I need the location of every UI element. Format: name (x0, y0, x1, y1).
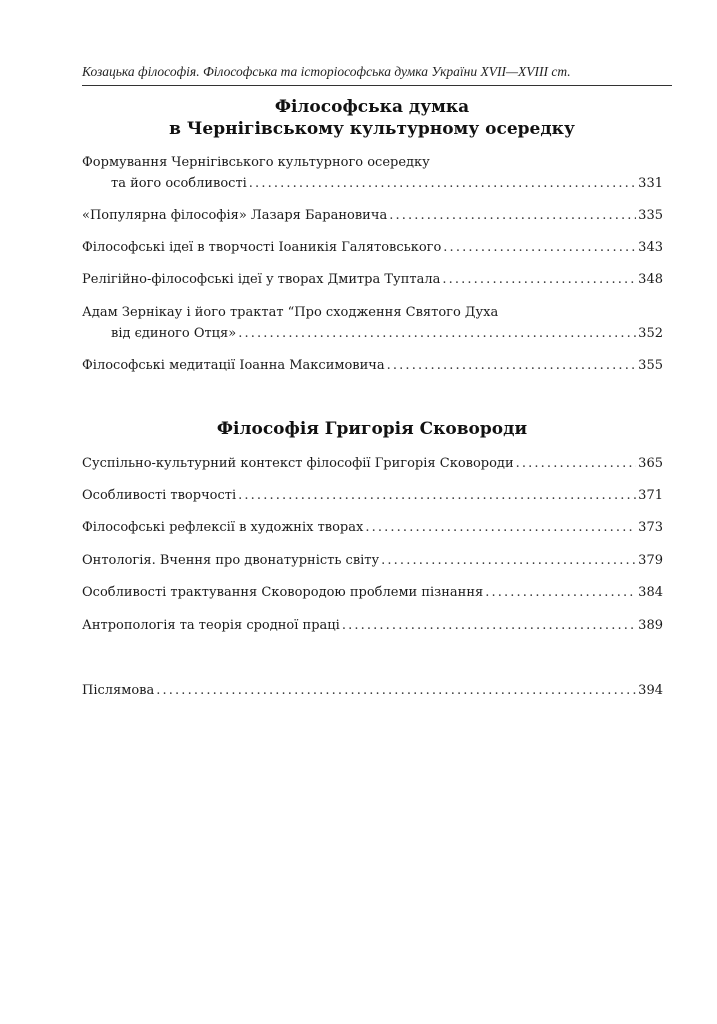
dot-leader (342, 615, 636, 636)
toc-entry[interactable] (82, 485, 663, 506)
section-title-skovoroda: Філософія Григорія Сковороди (216, 419, 528, 439)
toc-entry[interactable] (82, 355, 663, 376)
toc-entry-title: Онтологія. Вчення про двонатурність світу (82, 553, 380, 568)
toc-entry[interactable] (82, 237, 663, 258)
toc-page-number: 343 (638, 240, 663, 255)
toc-page-number: 384 (638, 585, 663, 600)
toc-entry-title: Релігійно-філософські ідеї у творах Дмитра Туптала (82, 272, 441, 287)
toc-entry[interactable] (82, 269, 663, 290)
toc-entry-title: Філософські ідеї в творчості Іоаникія Галятовського (82, 240, 442, 255)
toc-entry-title: Суспільно-культурний контекст філософії Григорія Сковороди (82, 456, 514, 471)
toc-page-number: 352 (638, 326, 663, 341)
dot-leader (381, 550, 636, 571)
toc-entry-afterword[interactable] (82, 680, 663, 701)
toc-entry-title: Філософські медитації Іоанна Максимовича (82, 358, 385, 373)
dot-leader (387, 355, 637, 376)
toc-entry-title: та його особливості (111, 176, 247, 191)
toc-entry-title: Особливості трактування Сковородою проблеми пізнання (82, 585, 484, 600)
toc-page-number: 389 (638, 618, 663, 633)
toc-entry-title: Післямова (82, 683, 155, 698)
toc-page-number: 355 (638, 358, 663, 373)
toc-entry[interactable] (82, 582, 663, 603)
toc-entry-title: від єдиного Отця» (111, 326, 237, 341)
toc-entry-title: Формування Чернігівського культурного осередку (82, 155, 430, 170)
toc-entry-title: «Популярна філософія» Лазаря Барановича (82, 208, 388, 223)
toc-page-number: 373 (638, 520, 663, 535)
toc-entry-title: Адам Зернікау і його трактат “Про сходження Святого Духа (82, 305, 499, 320)
toc-page-number: 335 (638, 208, 663, 223)
toc-entry[interactable] (82, 205, 663, 226)
dot-leader (238, 485, 636, 506)
section-title-line: в Чернігівському культурному осередку (169, 119, 575, 139)
toc-entry[interactable] (82, 517, 663, 538)
dot-leader (516, 453, 637, 474)
dot-leader (249, 173, 636, 194)
dot-leader (365, 517, 636, 538)
dot-leader (238, 323, 636, 344)
toc-entry[interactable] (82, 550, 663, 571)
toc-entry-title: Філософські рефлексії в художніх творах (82, 520, 364, 535)
header-divider (82, 85, 672, 86)
toc-entry-title: Особливості творчості (82, 488, 237, 503)
dot-leader (485, 582, 636, 603)
dot-leader (442, 269, 636, 290)
toc-page-number: 331 (638, 176, 663, 191)
toc-entry-title: Антропологія та теорія сродної праці (82, 618, 340, 633)
toc-entry[interactable] (82, 615, 663, 636)
toc-entry[interactable] (82, 152, 663, 194)
dot-leader (389, 205, 636, 226)
dot-leader (156, 680, 636, 701)
toc-page-number: 348 (638, 272, 663, 287)
running-header: Козацька філософія. Філософська та історіософська думка України XVII—XVIII ст. (82, 64, 571, 79)
toc-page-number: 379 (638, 553, 663, 568)
dot-leader (443, 237, 636, 258)
toc-page-number: 365 (638, 456, 663, 471)
toc-entry[interactable] (82, 302, 663, 344)
toc-page-number: 394 (638, 683, 663, 698)
toc-page-number: 371 (638, 488, 663, 503)
toc-entry[interactable] (82, 453, 663, 474)
section-title-line: Філософська думка (274, 97, 470, 117)
section-title-chernihiv (82, 96, 662, 140)
